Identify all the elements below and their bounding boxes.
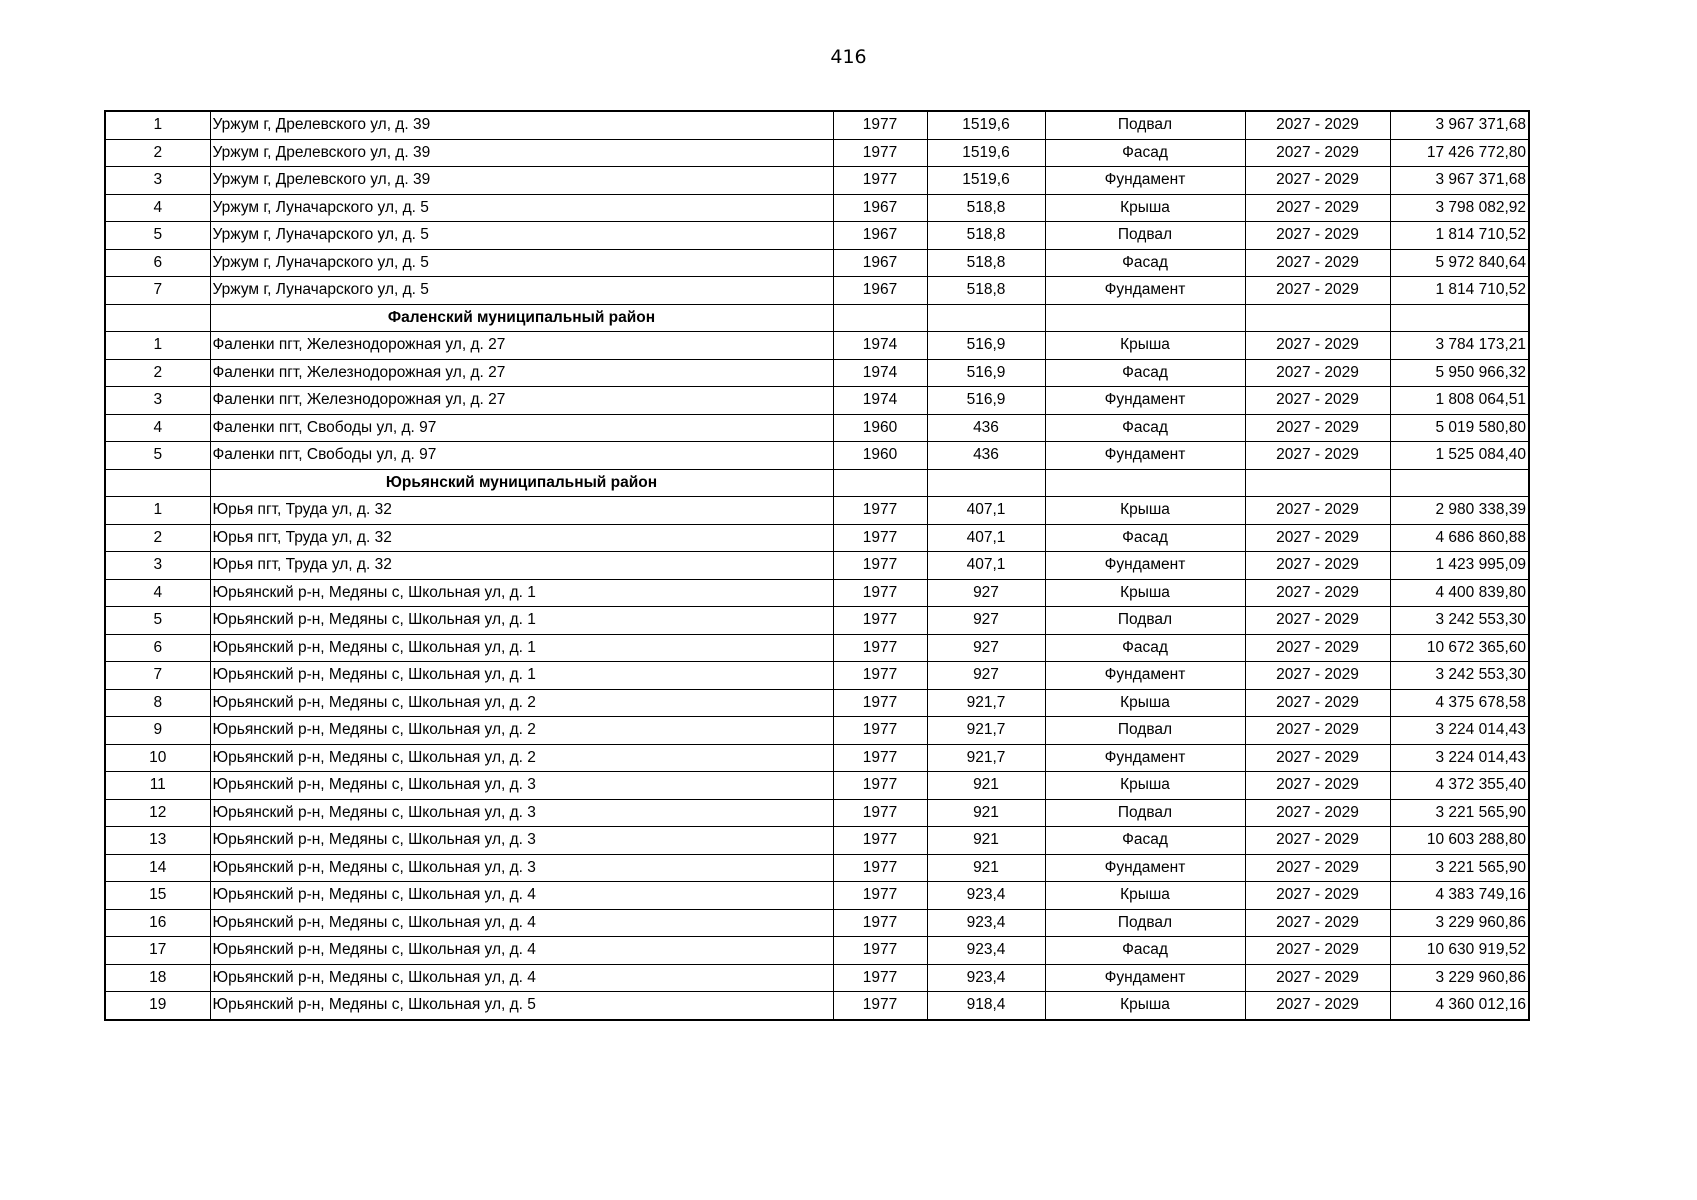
area-cell: 923,4 <box>927 937 1045 965</box>
period-cell: 2027 - 2029 <box>1245 607 1390 635</box>
build-year-cell: 1977 <box>833 579 927 607</box>
period-cell: 2027 - 2029 <box>1245 827 1390 855</box>
build-year-cell: 1977 <box>833 497 927 525</box>
empty-cell <box>927 304 1045 332</box>
cost-cell: 1 814 710,52 <box>1390 277 1529 305</box>
address-cell: Юрьянский р-н, Медяны с, Школьная ул, д. 2 <box>210 717 833 745</box>
area-cell: 921 <box>927 854 1045 882</box>
page-number: 416 <box>830 46 867 68</box>
cost-cell: 3 224 014,43 <box>1390 744 1529 772</box>
area-cell: 407,1 <box>927 497 1045 525</box>
row-number-cell: 2 <box>105 359 210 387</box>
area-cell: 923,4 <box>927 909 1045 937</box>
period-cell: 2027 - 2029 <box>1245 909 1390 937</box>
cost-cell: 5 019 580,80 <box>1390 414 1529 442</box>
area-cell: 921,7 <box>927 717 1045 745</box>
table-row <box>105 414 1529 442</box>
row-number-cell: 5 <box>105 222 210 250</box>
work-type-cell: Фасад <box>1045 937 1245 965</box>
period-cell: 2027 - 2029 <box>1245 359 1390 387</box>
work-type-cell: Крыша <box>1045 332 1245 360</box>
cost-cell: 3 224 014,43 <box>1390 717 1529 745</box>
address-cell: Юрьянский р-н, Медяны с, Школьная ул, д. 3 <box>210 799 833 827</box>
cost-cell: 3 967 371,68 <box>1390 111 1529 139</box>
empty-cell <box>1245 469 1390 497</box>
work-type-cell: Фасад <box>1045 827 1245 855</box>
area-cell: 927 <box>927 607 1045 635</box>
row-number-cell: 4 <box>105 194 210 222</box>
build-year-cell: 1977 <box>833 634 927 662</box>
address-cell: Уржум г, Дрелевского ул, д. 39 <box>210 167 833 195</box>
build-year-cell: 1967 <box>833 249 927 277</box>
period-cell: 2027 - 2029 <box>1245 387 1390 415</box>
address-cell: Юрьянский р-н, Медяны с, Школьная ул, д. 3 <box>210 827 833 855</box>
row-number-cell: 13 <box>105 827 210 855</box>
address-cell: Юрьянский р-н, Медяны с, Школьная ул, д. 3 <box>210 854 833 882</box>
address-cell: Юрья пгт, Труда ул, д. 32 <box>210 552 833 580</box>
build-year-cell: 1977 <box>833 772 927 800</box>
work-type-cell: Фундамент <box>1045 277 1245 305</box>
work-type-cell: Фасад <box>1045 524 1245 552</box>
table-row <box>105 717 1529 745</box>
period-cell: 2027 - 2029 <box>1245 882 1390 910</box>
row-number-cell: 7 <box>105 662 210 690</box>
address-cell: Уржум г, Луначарского ул, д. 5 <box>210 222 833 250</box>
address-cell: Юрьянский р-н, Медяны с, Школьная ул, д. 1 <box>210 579 833 607</box>
build-year-cell: 1977 <box>833 662 927 690</box>
row-number-cell: 10 <box>105 744 210 772</box>
table-row <box>105 579 1529 607</box>
build-year-cell: 1977 <box>833 827 927 855</box>
area-cell: 921,7 <box>927 689 1045 717</box>
area-cell: 923,4 <box>927 882 1045 910</box>
address-cell: Фаленки пгт, Железнодорожная ул, д. 27 <box>210 332 833 360</box>
row-number-cell: 9 <box>105 717 210 745</box>
period-cell: 2027 - 2029 <box>1245 524 1390 552</box>
work-type-cell: Подвал <box>1045 799 1245 827</box>
area-cell: 407,1 <box>927 552 1045 580</box>
address-cell: Юрьянский р-н, Медяны с, Школьная ул, д. 4 <box>210 909 833 937</box>
cost-cell: 1 423 995,09 <box>1390 552 1529 580</box>
work-type-cell: Крыша <box>1045 194 1245 222</box>
work-type-cell: Подвал <box>1045 717 1245 745</box>
cost-cell: 2 980 338,39 <box>1390 497 1529 525</box>
period-cell: 2027 - 2029 <box>1245 222 1390 250</box>
work-type-cell: Фундамент <box>1045 442 1245 470</box>
table-row <box>105 799 1529 827</box>
area-cell: 518,8 <box>927 222 1045 250</box>
cost-cell: 10 672 365,60 <box>1390 634 1529 662</box>
empty-cell <box>1245 304 1390 332</box>
row-number-cell: 8 <box>105 689 210 717</box>
table-row <box>105 359 1529 387</box>
work-type-cell: Фундамент <box>1045 964 1245 992</box>
cost-cell: 3 242 553,30 <box>1390 662 1529 690</box>
area-cell: 1519,6 <box>927 111 1045 139</box>
period-cell: 2027 - 2029 <box>1245 194 1390 222</box>
section-title: Фаленский муниципальный район <box>210 304 833 332</box>
address-cell: Юрьянский р-н, Медяны с, Школьная ул, д. 1 <box>210 607 833 635</box>
work-type-cell: Фундамент <box>1045 387 1245 415</box>
table-row <box>105 744 1529 772</box>
period-cell: 2027 - 2029 <box>1245 442 1390 470</box>
table-row <box>105 992 1529 1020</box>
period-cell: 2027 - 2029 <box>1245 111 1390 139</box>
cost-cell: 3 784 173,21 <box>1390 332 1529 360</box>
address-cell: Юрьянский р-н, Медяны с, Школьная ул, д. 2 <box>210 744 833 772</box>
work-type-cell: Крыша <box>1045 579 1245 607</box>
build-year-cell: 1974 <box>833 387 927 415</box>
table-row <box>105 277 1529 305</box>
area-cell: 918,4 <box>927 992 1045 1020</box>
period-cell: 2027 - 2029 <box>1245 662 1390 690</box>
table-row <box>105 167 1529 195</box>
table-row <box>105 524 1529 552</box>
build-year-cell: 1977 <box>833 111 927 139</box>
work-type-cell: Фасад <box>1045 359 1245 387</box>
build-year-cell: 1974 <box>833 359 927 387</box>
work-type-cell: Фасад <box>1045 249 1245 277</box>
cost-cell: 4 360 012,16 <box>1390 992 1529 1020</box>
build-year-cell: 1977 <box>833 552 927 580</box>
period-cell: 2027 - 2029 <box>1245 854 1390 882</box>
section-header-row <box>105 304 1529 332</box>
work-type-cell: Крыша <box>1045 772 1245 800</box>
cost-cell: 4 400 839,80 <box>1390 579 1529 607</box>
build-year-cell: 1977 <box>833 909 927 937</box>
row-number-cell: 5 <box>105 607 210 635</box>
area-cell: 921 <box>927 799 1045 827</box>
period-cell: 2027 - 2029 <box>1245 552 1390 580</box>
row-number-cell: 2 <box>105 524 210 552</box>
period-cell: 2027 - 2029 <box>1245 964 1390 992</box>
address-cell: Юрьянский р-н, Медяны с, Школьная ул, д. 3 <box>210 772 833 800</box>
cost-cell: 4 375 678,58 <box>1390 689 1529 717</box>
table-row <box>105 937 1529 965</box>
empty-cell <box>1045 304 1245 332</box>
address-cell: Юрьянский р-н, Медяны с, Школьная ул, д. 1 <box>210 662 833 690</box>
address-cell: Уржум г, Луначарского ул, д. 5 <box>210 249 833 277</box>
period-cell: 2027 - 2029 <box>1245 332 1390 360</box>
cost-cell: 3 967 371,68 <box>1390 167 1529 195</box>
period-cell: 2027 - 2029 <box>1245 497 1390 525</box>
table-row <box>105 497 1529 525</box>
cost-cell: 1 808 064,51 <box>1390 387 1529 415</box>
table-row <box>105 387 1529 415</box>
build-year-cell: 1977 <box>833 882 927 910</box>
cost-cell: 3 242 553,30 <box>1390 607 1529 635</box>
work-type-cell: Крыша <box>1045 882 1245 910</box>
work-type-cell: Фасад <box>1045 139 1245 167</box>
build-year-cell: 1977 <box>833 717 927 745</box>
address-cell: Фаленки пгт, Свободы ул, д. 97 <box>210 414 833 442</box>
build-year-cell: 1977 <box>833 167 927 195</box>
work-type-cell: Фундамент <box>1045 167 1245 195</box>
build-year-cell: 1977 <box>833 607 927 635</box>
area-cell: 436 <box>927 414 1045 442</box>
address-cell: Юрьянский р-н, Медяны с, Школьная ул, д. 4 <box>210 964 833 992</box>
row-number-cell: 18 <box>105 964 210 992</box>
row-number-cell: 6 <box>105 249 210 277</box>
address-cell: Юрья пгт, Труда ул, д. 32 <box>210 497 833 525</box>
address-cell: Юрьянский р-н, Медяны с, Школьная ул, д. 5 <box>210 992 833 1020</box>
work-type-cell: Подвал <box>1045 222 1245 250</box>
section-header-row <box>105 469 1529 497</box>
row-number-cell: 15 <box>105 882 210 910</box>
table-row <box>105 634 1529 662</box>
area-cell: 516,9 <box>927 359 1045 387</box>
period-cell: 2027 - 2029 <box>1245 799 1390 827</box>
address-cell: Юрьянский р-н, Медяны с, Школьная ул, д. 4 <box>210 882 833 910</box>
area-cell: 1519,6 <box>927 167 1045 195</box>
area-cell: 518,8 <box>927 194 1045 222</box>
row-number-cell: 17 <box>105 937 210 965</box>
table-row <box>105 332 1529 360</box>
row-number-cell: 3 <box>105 552 210 580</box>
period-cell: 2027 - 2029 <box>1245 414 1390 442</box>
table-row <box>105 662 1529 690</box>
build-year-cell: 1974 <box>833 332 927 360</box>
work-type-cell: Фасад <box>1045 634 1245 662</box>
work-type-cell: Подвал <box>1045 607 1245 635</box>
address-cell: Уржум г, Луначарского ул, д. 5 <box>210 194 833 222</box>
row-number-cell: 19 <box>105 992 210 1020</box>
work-type-cell: Фундамент <box>1045 552 1245 580</box>
section-title: Юрьянский муниципальный район <box>210 469 833 497</box>
row-number-cell: 1 <box>105 332 210 360</box>
table-row <box>105 442 1529 470</box>
work-type-cell: Фундамент <box>1045 744 1245 772</box>
table-row <box>105 552 1529 580</box>
table-row <box>105 882 1529 910</box>
table-row <box>105 689 1529 717</box>
cost-cell: 4 383 749,16 <box>1390 882 1529 910</box>
empty-cell <box>1045 469 1245 497</box>
row-number-cell: 11 <box>105 772 210 800</box>
row-number-cell: 3 <box>105 387 210 415</box>
area-cell: 518,8 <box>927 277 1045 305</box>
build-year-cell: 1977 <box>833 799 927 827</box>
period-cell: 2027 - 2029 <box>1245 634 1390 662</box>
empty-cell <box>833 469 927 497</box>
work-type-cell: Подвал <box>1045 909 1245 937</box>
table-body <box>105 111 1529 1020</box>
row-number-cell: 3 <box>105 167 210 195</box>
area-cell: 518,8 <box>927 249 1045 277</box>
address-cell: Юрьянский р-н, Медяны с, Школьная ул, д. 1 <box>210 634 833 662</box>
build-year-cell: 1977 <box>833 744 927 772</box>
row-number-cell: 4 <box>105 579 210 607</box>
table-row <box>105 854 1529 882</box>
address-cell: Юрья пгт, Труда ул, д. 32 <box>210 524 833 552</box>
empty-cell <box>833 304 927 332</box>
empty-cell <box>105 304 210 332</box>
cost-cell: 3 229 960,86 <box>1390 964 1529 992</box>
period-cell: 2027 - 2029 <box>1245 277 1390 305</box>
area-cell: 921 <box>927 827 1045 855</box>
build-year-cell: 1977 <box>833 992 927 1020</box>
table-row <box>105 909 1529 937</box>
table-row <box>105 772 1529 800</box>
address-cell: Уржум г, Дрелевского ул, д. 39 <box>210 139 833 167</box>
empty-cell <box>105 469 210 497</box>
empty-cell <box>1390 304 1529 332</box>
cost-cell: 1 525 084,40 <box>1390 442 1529 470</box>
period-cell: 2027 - 2029 <box>1245 992 1390 1020</box>
area-cell: 436 <box>927 442 1045 470</box>
cost-cell: 3 229 960,86 <box>1390 909 1529 937</box>
row-number-cell: 2 <box>105 139 210 167</box>
build-year-cell: 1977 <box>833 689 927 717</box>
row-number-cell: 6 <box>105 634 210 662</box>
table-row <box>105 139 1529 167</box>
period-cell: 2027 - 2029 <box>1245 772 1390 800</box>
build-year-cell: 1967 <box>833 277 927 305</box>
area-cell: 516,9 <box>927 332 1045 360</box>
period-cell: 2027 - 2029 <box>1245 689 1390 717</box>
period-cell: 2027 - 2029 <box>1245 139 1390 167</box>
row-number-cell: 12 <box>105 799 210 827</box>
address-cell: Юрьянский р-н, Медяны с, Школьная ул, д. 4 <box>210 937 833 965</box>
period-cell: 2027 - 2029 <box>1245 167 1390 195</box>
build-year-cell: 1977 <box>833 524 927 552</box>
build-year-cell: 1960 <box>833 414 927 442</box>
area-cell: 927 <box>927 634 1045 662</box>
row-number-cell: 14 <box>105 854 210 882</box>
area-cell: 927 <box>927 579 1045 607</box>
area-cell: 407,1 <box>927 524 1045 552</box>
work-type-cell: Фундамент <box>1045 854 1245 882</box>
area-cell: 923,4 <box>927 964 1045 992</box>
cost-cell: 4 686 860,88 <box>1390 524 1529 552</box>
repair-schedule-table <box>104 110 1530 1021</box>
address-cell: Фаленки пгт, Железнодорожная ул, д. 27 <box>210 359 833 387</box>
cost-cell: 5 950 966,32 <box>1390 359 1529 387</box>
cost-cell: 3 798 082,92 <box>1390 194 1529 222</box>
build-year-cell: 1977 <box>833 139 927 167</box>
build-year-cell: 1977 <box>833 964 927 992</box>
area-cell: 921 <box>927 772 1045 800</box>
build-year-cell: 1977 <box>833 854 927 882</box>
table-row <box>105 607 1529 635</box>
row-number-cell: 16 <box>105 909 210 937</box>
period-cell: 2027 - 2029 <box>1245 249 1390 277</box>
address-cell: Уржум г, Дрелевского ул, д. 39 <box>210 111 833 139</box>
period-cell: 2027 - 2029 <box>1245 937 1390 965</box>
period-cell: 2027 - 2029 <box>1245 717 1390 745</box>
table-row <box>105 964 1529 992</box>
cost-cell: 3 221 565,90 <box>1390 799 1529 827</box>
cost-cell: 10 603 288,80 <box>1390 827 1529 855</box>
row-number-cell: 4 <box>105 414 210 442</box>
work-type-cell: Подвал <box>1045 111 1245 139</box>
address-cell: Фаленки пгт, Железнодорожная ул, д. 27 <box>210 387 833 415</box>
work-type-cell: Крыша <box>1045 689 1245 717</box>
row-number-cell: 1 <box>105 111 210 139</box>
table-row <box>105 111 1529 139</box>
period-cell: 2027 - 2029 <box>1245 579 1390 607</box>
build-year-cell: 1967 <box>833 222 927 250</box>
cost-cell: 5 972 840,64 <box>1390 249 1529 277</box>
work-type-cell: Крыша <box>1045 497 1245 525</box>
area-cell: 921,7 <box>927 744 1045 772</box>
address-cell: Уржум г, Луначарского ул, д. 5 <box>210 277 833 305</box>
cost-cell: 1 814 710,52 <box>1390 222 1529 250</box>
work-type-cell: Фундамент <box>1045 662 1245 690</box>
empty-cell <box>927 469 1045 497</box>
row-number-cell: 5 <box>105 442 210 470</box>
table-row <box>105 827 1529 855</box>
cost-cell: 10 630 919,52 <box>1390 937 1529 965</box>
area-cell: 516,9 <box>927 387 1045 415</box>
cost-cell: 3 221 565,90 <box>1390 854 1529 882</box>
area-cell: 927 <box>927 662 1045 690</box>
address-cell: Юрьянский р-н, Медяны с, Школьная ул, д. 2 <box>210 689 833 717</box>
row-number-cell: 7 <box>105 277 210 305</box>
area-cell: 1519,6 <box>927 139 1045 167</box>
row-number-cell: 1 <box>105 497 210 525</box>
table-row <box>105 222 1529 250</box>
address-cell: Фаленки пгт, Свободы ул, д. 97 <box>210 442 833 470</box>
build-year-cell: 1977 <box>833 937 927 965</box>
period-cell: 2027 - 2029 <box>1245 744 1390 772</box>
cost-cell: 17 426 772,80 <box>1390 139 1529 167</box>
build-year-cell: 1960 <box>833 442 927 470</box>
empty-cell <box>1390 469 1529 497</box>
work-type-cell: Крыша <box>1045 992 1245 1020</box>
cost-cell: 4 372 355,40 <box>1390 772 1529 800</box>
build-year-cell: 1967 <box>833 194 927 222</box>
table-row <box>105 249 1529 277</box>
table-row <box>105 194 1529 222</box>
work-type-cell: Фасад <box>1045 414 1245 442</box>
